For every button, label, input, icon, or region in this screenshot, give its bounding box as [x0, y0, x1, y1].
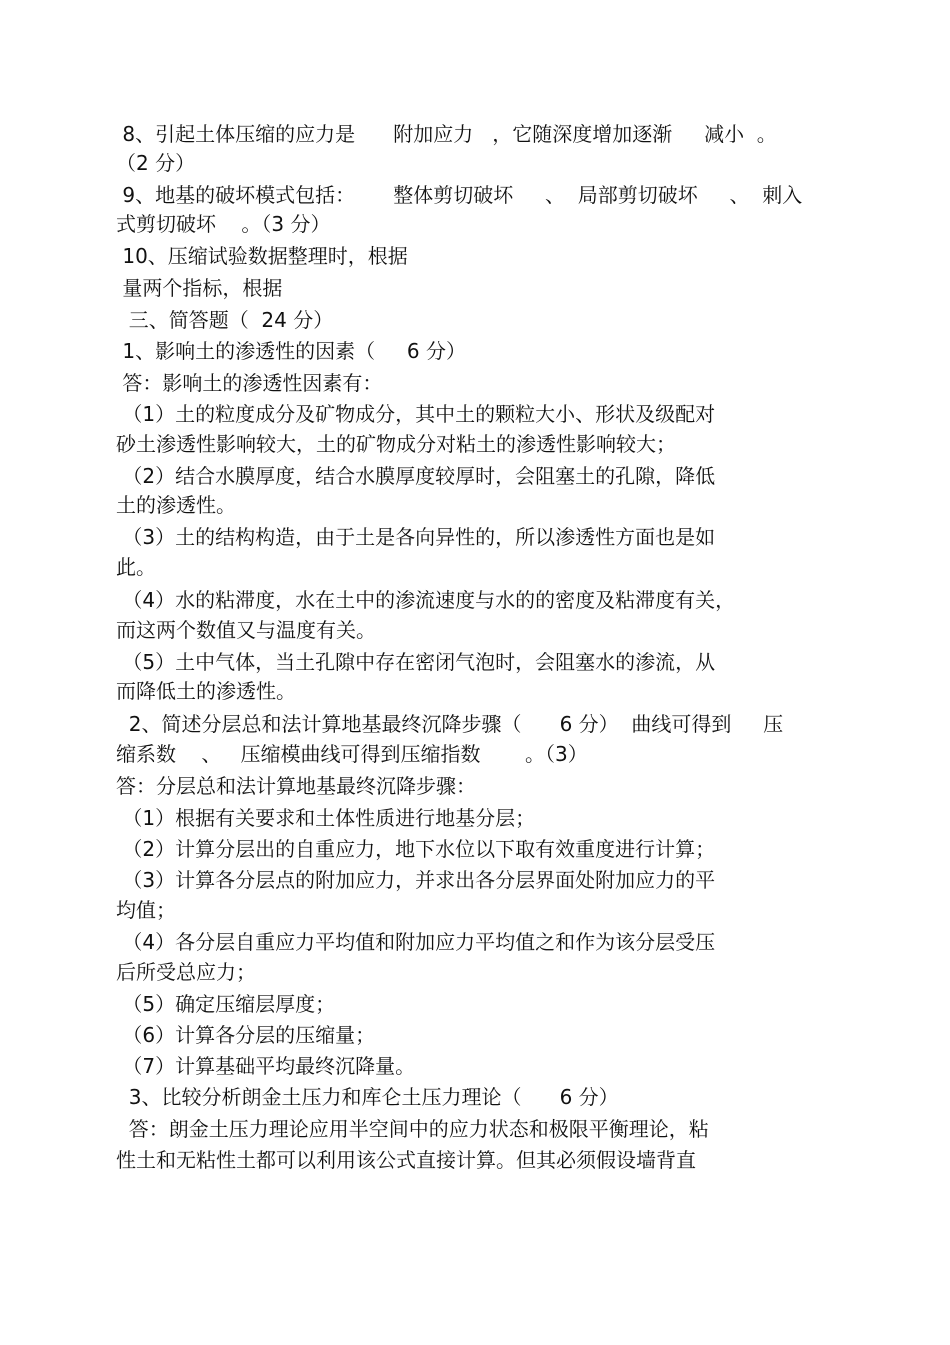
section-heading: 三、简答题（ 24 分） — [116, 308, 334, 332]
text-line: 而这两个数值又与温度有关。 — [116, 618, 376, 642]
text-line: （2 分） — [116, 151, 196, 175]
text-line: （1）根据有关要求和土体性质进行地基分层； — [116, 806, 536, 830]
text-line: 此。 — [116, 555, 156, 579]
text-line: （1）土的粒度成分及矿物成分，其中土的颗粒大小、形状及级配对 — [116, 402, 716, 426]
question-title: 2、简述分层总和法计算地基最终沉降步骤（ 6 分） 曲线可得到 压 — [116, 712, 784, 736]
text-line: （5）确定压缩层厚度； — [116, 992, 336, 1016]
question-title: 3、比较分析朗金土压力和库仑土压力理论（ 6 分） — [116, 1085, 619, 1109]
text-line: 式剪切破坏 。（3 分） — [116, 212, 331, 236]
text-line: 后所受总应力； — [116, 960, 256, 984]
text-line: （6）计算各分层的压缩量； — [116, 1023, 376, 1047]
text-line: （5）土中气体，当土孔隙中存在密闭气泡时，会阻塞水的渗流，从 — [116, 650, 716, 674]
text-line: 10、压缩试验数据整理时，根据 — [116, 244, 408, 268]
text-line: （2）结合水膜厚度，结合水膜厚度较厚时，会阻塞土的孔隙，降低 — [116, 464, 716, 488]
text-line: （3）计算各分层点的附加应力，并求出各分层界面处附加应力的平 — [116, 868, 716, 892]
text-line: 砂土渗透性影响较大，土的矿物成分对粘土的渗透性影响较大； — [116, 432, 676, 456]
text-line: 答：影响土的渗透性因素有： — [116, 371, 383, 395]
text-line: （7）计算基础平均最终沉降量。 — [116, 1054, 416, 1078]
text-line: （4）水的粘滞度，水在土中的渗流速度与水的的密度及粘滞度有关， — [116, 588, 736, 612]
text-line: （2）计算分层出的自重应力，地下水位以下取有效重度进行计算； — [116, 837, 716, 861]
text-line: 8、引起土体压缩的应力是 附加应力 ，它随深度增加逐渐 减小 。 — [116, 122, 777, 146]
text-line: 答：朗金土压力理论应用半空间中的应力状态和极限平衡理论，粘 — [116, 1117, 709, 1141]
text-line: 量两个指标，根据 — [116, 276, 283, 300]
text-line: 而降低土的渗透性。 — [116, 679, 296, 703]
question-title: 1、影响土的渗透性的因素（ 6 分） — [116, 339, 466, 363]
text-line: 性土和无粘性土都可以利用该公式直接计算。但其必须假设墙背直 — [116, 1148, 696, 1172]
text-line: （4）各分层自重应力平均值和附加应力平均值之和作为该分层受压 — [116, 930, 716, 954]
text-line: （3）土的结构构造，由于土是各向异性的，所以渗透性方面也是如 — [116, 525, 716, 549]
text-line: 土的渗透性。 — [116, 493, 236, 517]
text-line: 答：分层总和法计算地基最终沉降步骤： — [116, 774, 476, 798]
text-line: 9、地基的破坏模式包括： 整体剪切破坏 、 局部剪切破坏 、 刺入 — [116, 183, 803, 207]
text-line: 缩系数 、 压缩模曲线可得到压缩指数 。（3） — [116, 742, 588, 766]
text-line: 均值； — [116, 898, 176, 922]
